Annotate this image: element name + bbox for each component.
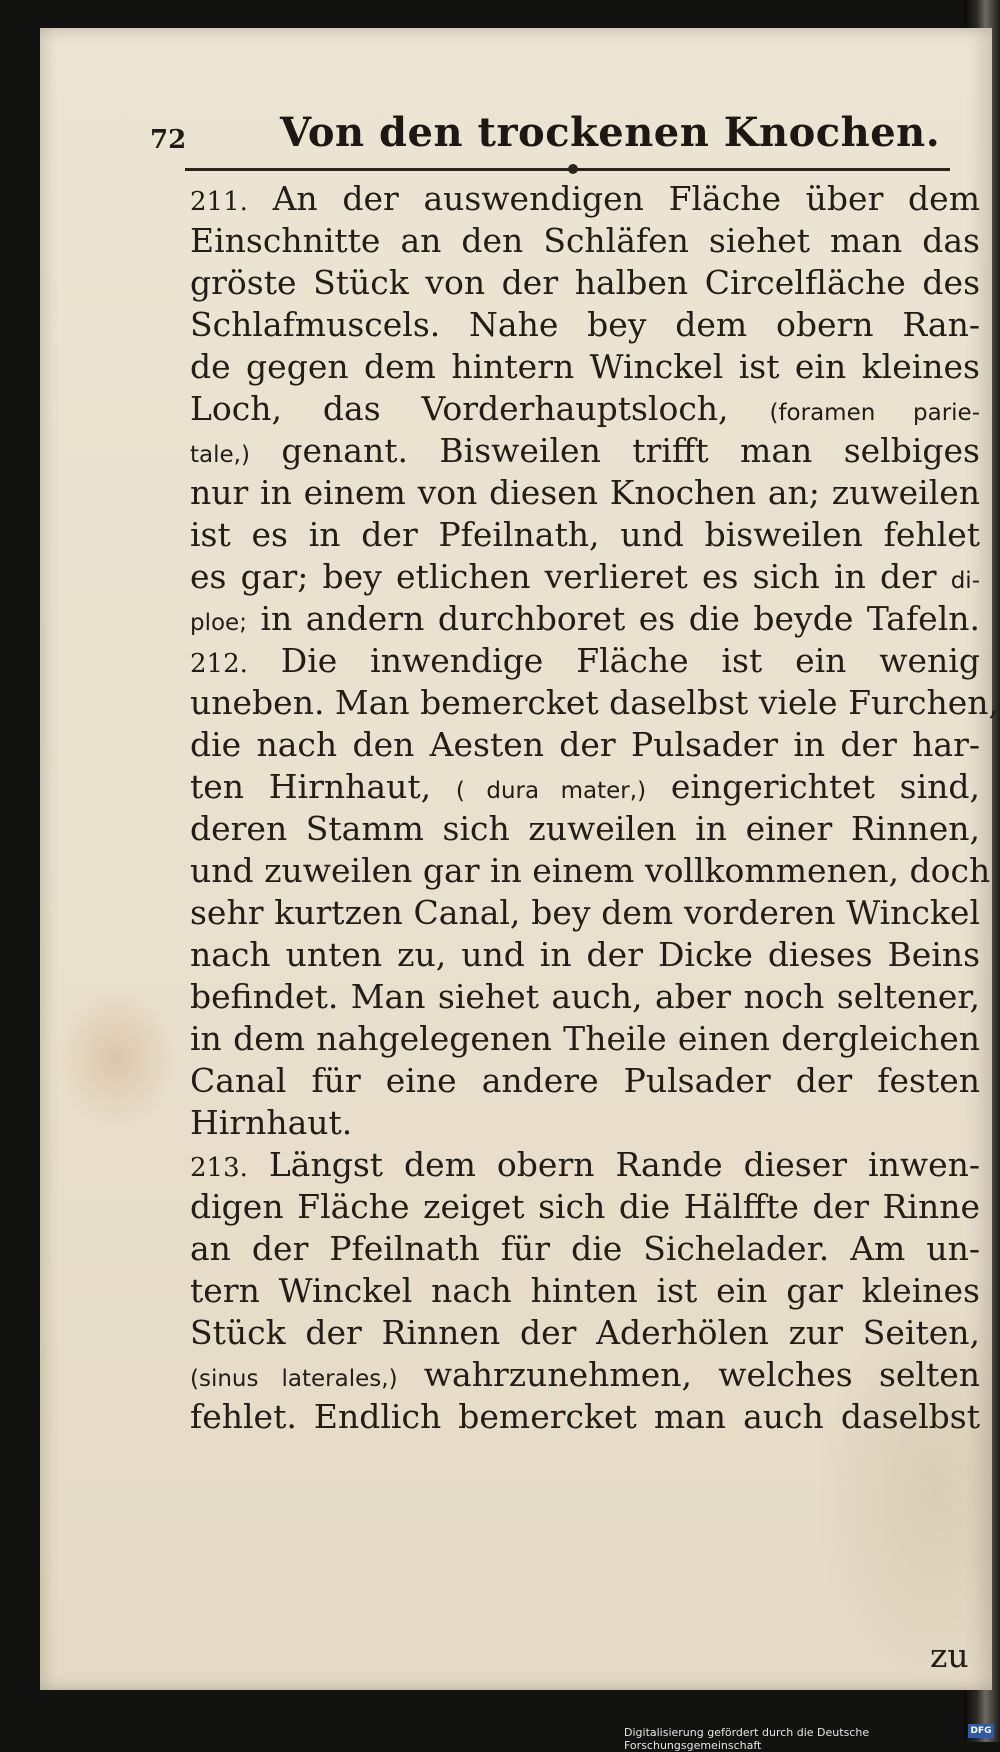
body-text — [190, 178, 999, 1438]
paragraph-number: 213. — [190, 1153, 248, 1183]
line-text: Hirnhaut. — [190, 1103, 353, 1142]
line-text: tern Winckel nach hinten ist ein gar kleines — [190, 1271, 980, 1310]
text-line — [190, 1270, 980, 1312]
latin-term: ( dura mater,) — [455, 778, 647, 804]
latin-term: di- — [950, 568, 980, 594]
text-line — [190, 514, 980, 556]
line-text: digen Fläche zeiget sich die Hälffte der Rinne — [190, 1187, 980, 1226]
text-line — [190, 682, 999, 724]
text-line — [190, 1396, 980, 1438]
line-text: An der auswendigen Fläche über dem — [272, 179, 980, 218]
text-line — [190, 430, 980, 472]
latin-term: tale,) — [190, 442, 250, 468]
line-text: die nach den Aesten der Pulsader in der har- — [190, 725, 980, 764]
line-text: in andern durchboret es die beyde Tafeln. — [260, 599, 980, 638]
text-line — [190, 556, 980, 598]
digitization-credit: Digitalisierung gefördert durch die Deutsche Forschungsgemeinschaft — [624, 1726, 870, 1752]
text-line — [190, 724, 980, 766]
line-text: Loch, das Vorderhauptsloch, — [190, 389, 729, 428]
line-text: ist es in der Pfeilnath, und bisweilen fehlet — [190, 515, 980, 554]
text-line — [190, 598, 980, 640]
line-text: ten Hirnhaut, — [190, 767, 432, 806]
text-line — [190, 346, 980, 388]
page-header — [150, 105, 950, 155]
text-line — [190, 1186, 980, 1228]
text-line — [190, 850, 991, 892]
text-line — [190, 262, 980, 304]
line-text: fehlet. Endlich bemercket man auch daselbst — [190, 1397, 980, 1436]
page-number: 72 — [150, 125, 187, 155]
text-line — [190, 1228, 980, 1270]
dfg-logo: DFG — [968, 1724, 994, 1738]
text-line — [190, 892, 980, 934]
line-text: in dem nahgelegenen Theile einen dergleichen — [190, 1019, 980, 1058]
text-line — [190, 1144, 980, 1186]
text-line — [190, 1060, 980, 1102]
text-line — [190, 1018, 980, 1060]
text-line — [190, 766, 980, 808]
running-head: Von den trockenen Knochen. — [280, 109, 941, 156]
header-rule-ornament — [568, 164, 578, 174]
line-text: eingerichtet sind, — [670, 767, 981, 806]
line-text: und zuweilen gar in einem vollkommenen, doch — [190, 851, 991, 890]
line-text: nach unten zu, und in der Dicke dieses Beins — [190, 935, 980, 974]
line-text: wahrzunehmen, welches selten — [423, 1355, 981, 1394]
text-line — [190, 220, 980, 262]
text-line — [190, 976, 980, 1018]
line-text: sehr kurtzen Canal, bey dem vorderen Winckel — [190, 893, 980, 932]
line-text: gröste Stück von der halben Circelfläche des — [190, 263, 980, 302]
line-text: befindet. Man siehet auch, aber noch seltener, — [190, 977, 980, 1016]
line-text: Canal für eine andere Pulsader der festen — [190, 1061, 980, 1100]
line-text: Schlafmuscels. Nahe bey dem obern Ran- — [190, 305, 980, 344]
line-text: genant. Bisweilen trifft man selbiges — [281, 431, 980, 470]
line-text: nur in einem von diesen Knochen an; zuweilen — [190, 473, 980, 512]
paragraph-number: 211. — [190, 187, 248, 217]
line-text: de gegen dem hintern Winckel ist ein kleines — [190, 347, 980, 386]
latin-term: (foramen parie- — [769, 400, 980, 426]
text-line — [190, 304, 980, 346]
catchword: zu — [930, 1636, 969, 1675]
latin-term: (sinus laterales,) — [190, 1366, 398, 1392]
text-line — [190, 934, 980, 976]
line-text: Einschnitte an den Schläfen siehet man das — [190, 221, 980, 260]
text-line — [190, 640, 980, 682]
text-line — [190, 1354, 980, 1396]
line-text: deren Stamm sich zuweilen in einer Rinnen, — [190, 809, 980, 848]
line-text: uneben. Man bemercket daselbst viele Furchen, — [190, 683, 999, 722]
text-line — [190, 1312, 980, 1354]
line-text: an der Pfeilnath für die Sichelader. Am un- — [190, 1229, 980, 1268]
line-text: Stück der Rinnen der Aderhölen zur Seiten, — [190, 1313, 980, 1352]
line-text: Die inwendige Fläche ist ein wenig — [280, 641, 980, 680]
text-line — [190, 178, 980, 220]
text-line — [190, 808, 980, 850]
text-line — [190, 472, 980, 514]
text-line — [190, 1102, 980, 1144]
line-text: es gar; bey etlichen verlieret es sich in der — [190, 557, 937, 596]
line-text: Längst dem obern Rande dieser inwen- — [268, 1145, 980, 1184]
text-line — [190, 388, 980, 430]
latin-term: ploe; — [190, 610, 247, 636]
paragraph-number: 212. — [190, 649, 248, 679]
